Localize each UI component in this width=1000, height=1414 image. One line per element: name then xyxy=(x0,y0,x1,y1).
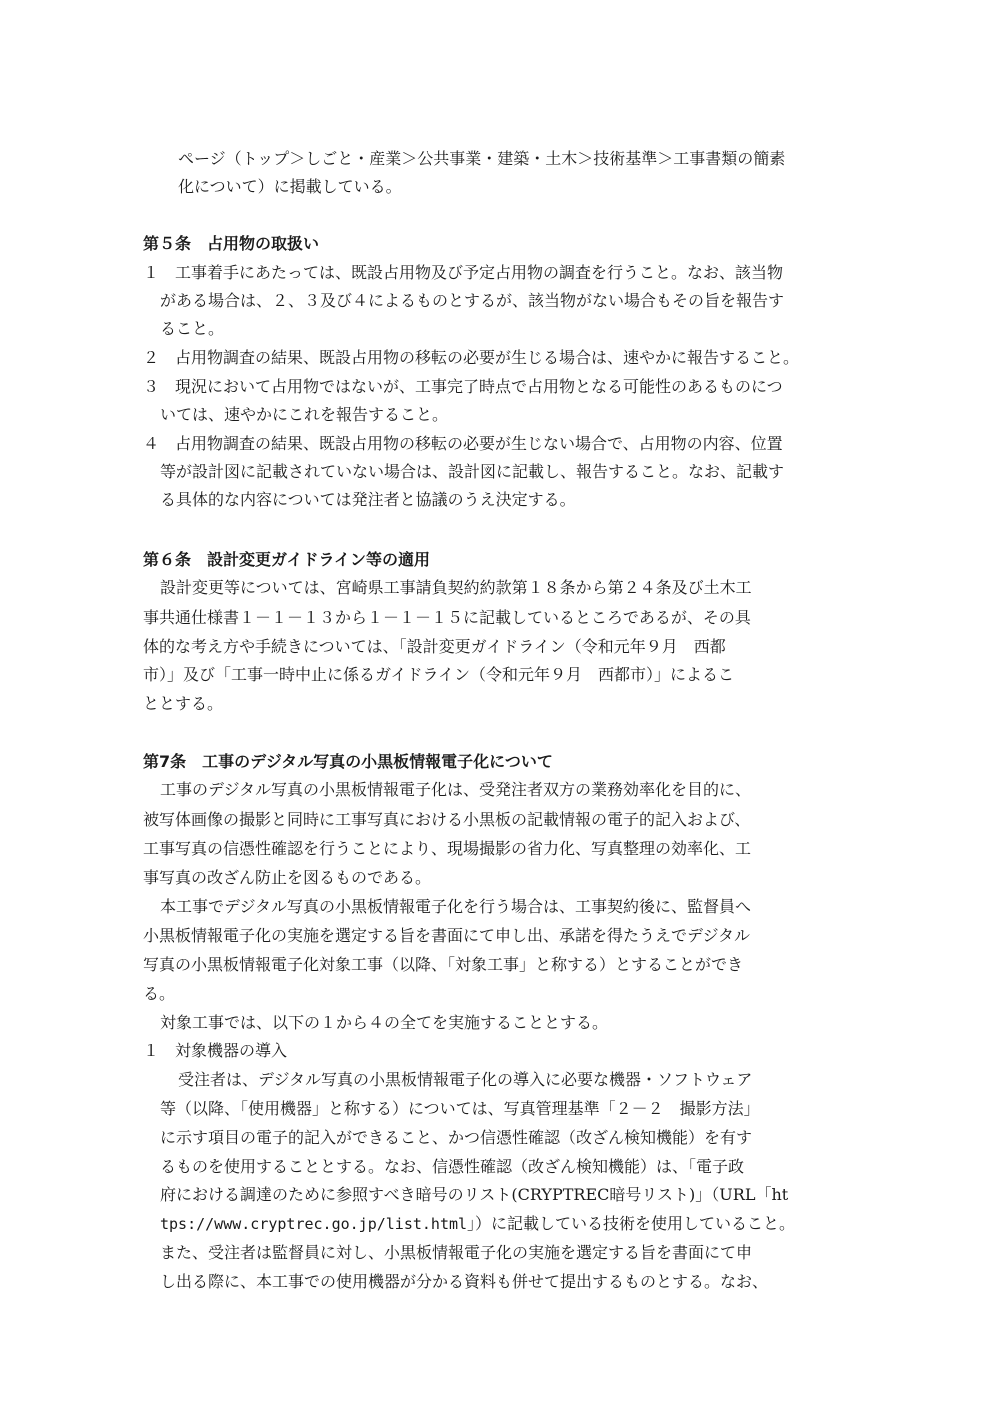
article-5-paragraph-line: ２ 占用物調査の結果、既設占用物の移転の必要が生じる場合は、速やかに報告すること。 xyxy=(143,348,800,367)
intro-line: ページ（トップ＞しごと・産業＞公共事業・建築・土木＞技術基準＞工事書類の簡素 xyxy=(178,149,786,168)
article-5-paragraph-line: ４ 占用物調査の結果、既設占用物の移転の必要が生じない場合で、占用物の内容、位置 xyxy=(143,434,783,453)
article-5-paragraph-line: ること。 xyxy=(160,319,225,338)
article-5-paragraph-line: る具体的な内容については発注者と協議のうえ決定する。 xyxy=(160,490,576,509)
article-7-paragraph-line: 工事のデジタル写真の小黒板情報電子化は、受発注者双方の業務効率化を目的に、 xyxy=(160,780,752,799)
article-6-heading: 第６条 設計変更ガイドライン等の適用 xyxy=(143,550,431,569)
article-6-paragraph-line: 事共通仕様書１－１－１３から１－１－１５に記載しているところであるが、その具 xyxy=(143,608,751,627)
article-7-paragraph-line: 写真の小黒板情報電子化対象工事（以降、「対象工事」と称する）とすることができ xyxy=(143,955,744,974)
article-7-paragraph-line: る。 xyxy=(143,984,176,1003)
article-7-paragraph-line: 小黒板情報電子化の実施を選定する旨を書面にて申し出、承諾を得たうえでデジタル xyxy=(143,926,751,945)
article-7-heading: 第7条 工事のデジタル写真の小黒板情報電子化について xyxy=(143,752,553,771)
article-6-paragraph-line: 設計変更等については、宮崎県工事請負契約約款第１８条から第２４条及び土木工 xyxy=(160,578,752,597)
article-5-paragraph-line: いては、速やかにこれを報告すること。 xyxy=(160,405,449,424)
article-6-paragraph-line: ととする。 xyxy=(143,694,224,713)
article-7-paragraph-line: 工事写真の信憑性確認を行うことにより、現場撮影の省力化、写真整理の効率化、工 xyxy=(143,839,752,858)
article-7-item-1-line: また、受注者は監督員に対し、小黒板情報電子化の実施を選定する旨を書面にて申 xyxy=(160,1243,753,1262)
article-7-item-1-line: 府における調達のために参照すべき暗号のリスト(CRYPTREC暗号リスト)」（URL「ht xyxy=(160,1185,789,1204)
article-5-paragraph-line: 等が設計図に記載されていない場合は、設計図に記載し、報告すること。なお、記載す xyxy=(160,462,785,481)
article-7-item-1-line: るものを使用することとする。なお、信憑性確認（改ざん検知機能）は、「電子政 xyxy=(160,1157,745,1176)
article-5-paragraph-line: がある場合は、２、３及び４によるものとするが、該当物がない場合もその旨を報告す xyxy=(160,291,785,310)
article-7-paragraph-line: 本工事でデジタル写真の小黒板情報電子化を行う場合は、工事契約後に、監督員へ xyxy=(160,897,752,916)
article-7-item-1-line: に示す項目の電子的記入ができること、かつ信憑性確認（改ざん検知機能）を有す xyxy=(160,1128,753,1147)
article-7-item-1-line xyxy=(160,1210,795,1238)
intro-line: 化について）に掲載している。 xyxy=(178,177,402,196)
article-7-item-1-title: １ 対象機器の導入 xyxy=(143,1041,288,1060)
article-7-item-1-line: 受注者は、デジタル写真の小黒板情報電子化の導入に必要な機器・ソフトウェア xyxy=(178,1070,753,1089)
article-6-paragraph-line: 体的な考え方や手続きについては、「設計変更ガイドライン（令和元年９月 西都 xyxy=(143,637,726,656)
url-suffix-text: 」）に記載している技術を使用していること。 xyxy=(467,1214,796,1233)
article-5-heading: 第５条 占用物の取扱い xyxy=(143,234,320,253)
article-7-paragraph-line: 対象工事では、以下の１から４の全てを実施することとする。 xyxy=(160,1013,609,1032)
article-5-paragraph-line: １ 工事着手にあたっては、既設占用物及び予定占用物の調査を行うこと。なお、該当物 xyxy=(143,263,784,282)
article-6-paragraph-line: 市）」及び「工事一時中止に係るガイドライン（令和元年９月 西都市）」によるこ xyxy=(143,665,735,684)
article-5-paragraph-line: ３ 現況において占用物ではないが、工事完了時点で占用物となる可能性のあるものにつ xyxy=(143,377,783,396)
article-7-paragraph-line: 事写真の改ざん防止を図るものである。 xyxy=(143,868,432,887)
article-7-item-1-line: し出る際に、本工事での使用機器が分かる資料も併せて提出するものとする。なお、 xyxy=(160,1272,769,1291)
article-7-paragraph-line: 被写体画像の撮影と同時に工事写真における小黒板の記載情報の電子的記入および、 xyxy=(143,810,751,829)
article-7-item-1-line: 等（以降、「使用機器」と称する）については、写真管理基準「２－２ 撮影方法」 xyxy=(160,1099,760,1118)
cryptrec-url: tps://www.cryptrec.go.jp/list.html xyxy=(160,1215,468,1233)
